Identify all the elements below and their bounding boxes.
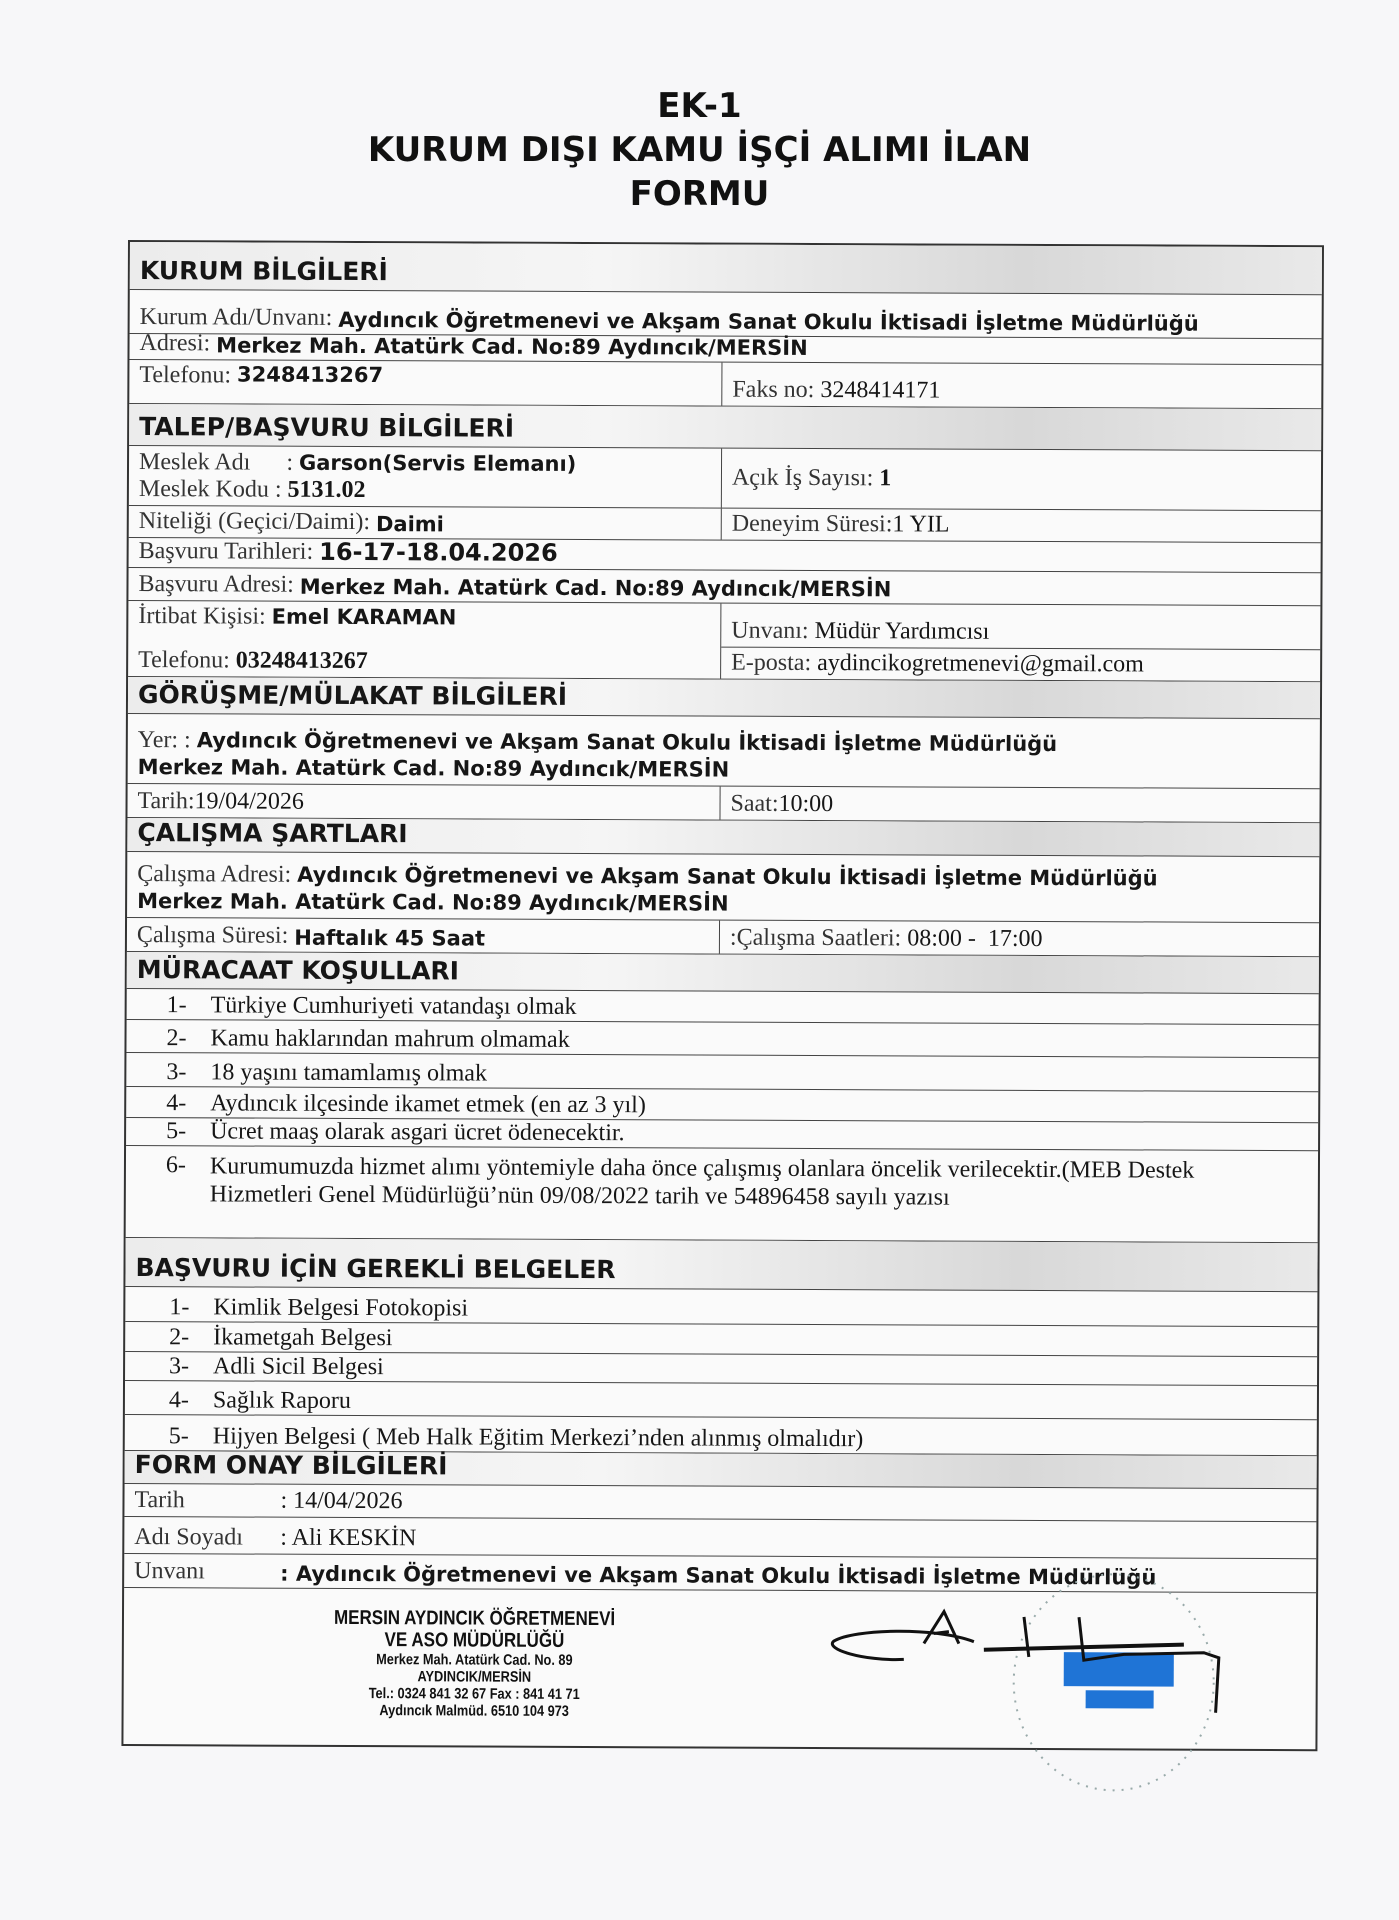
stamp-line: VE ASO MÜDÜRLÜĞÜ — [384, 1629, 565, 1652]
section-header-kurum: KURUM BİLGİLERİ — [130, 242, 1322, 295]
row-kurum-adi — [130, 290, 1322, 339]
list-item — [125, 1287, 1317, 1327]
item-text: Kurumumuzda hizmet alımı yöntemiyle daha önce çalışmış olanlara öncelik verilecektir.(MEB Destek Hizmetleri Genel Müdürlüğü’nün 09/08/2022 tarih ve 54896458 sayılı yazısı — [209, 1153, 1195, 1211]
list-item — [126, 1146, 1318, 1243]
title-line-3: FORMU — [629, 174, 770, 214]
stamp-line: Aydıncık Malmüd. 6510 104 973 — [379, 1702, 569, 1720]
stamp-line: MERSIN AYDINCIK ÖĞRETMENEVİ — [333, 1606, 616, 1631]
value: Merkez Mah. Atatürk Cad. No:89 Aydıncık/MERSİN — [299, 574, 892, 602]
row-nitelik — [129, 506, 1321, 543]
institution-stamp — [334, 1607, 616, 1720]
label: Deneyim Süresi: — [731, 510, 893, 538]
item-number: 4- — [168, 1387, 189, 1414]
value: Aydıncık Öğretmenevi ve Akşam Sanat Okulu İktisadi İşletme Müdürlüğü — [338, 307, 1199, 336]
label: Telefonu: — [139, 362, 232, 389]
value: Merkez Mah. Atatürk Cad. No:89 Aydıncık/MERSİN — [137, 755, 730, 782]
item-number: 5- — [166, 1118, 187, 1145]
value: 19/04/2026 — [194, 788, 304, 815]
label: Meslek Adı : — [138, 449, 294, 476]
row-calisma-suresi — [127, 918, 1319, 957]
label: Adresi: — [139, 330, 211, 357]
value: : Aydıncık Öğretmenevi ve Akşam Sanat Okulu İktisadi İşletme Müdürlüğü — [280, 1561, 1157, 1590]
label: Telefonu: — [138, 647, 230, 674]
value: 10:00 — [778, 790, 834, 818]
list-item — [126, 1087, 1318, 1123]
label: Tarih: — [137, 788, 195, 815]
item-text: Adli Sicil Belgesi — [213, 1353, 384, 1381]
label: Başvuru Tarihleri: — [138, 538, 314, 565]
item-text: Kimlik Belgesi Fotokopisi — [213, 1294, 469, 1322]
value: 3248414171 — [820, 377, 941, 404]
row-onay-tarih — [124, 1484, 1316, 1522]
item-number: 3- — [169, 1353, 190, 1380]
name-seal-icon — [1064, 1652, 1174, 1686]
row-basvuru-adresi — [128, 568, 1320, 606]
label: Çalışma Süresi: — [136, 922, 289, 949]
label: Yer: : — [137, 727, 191, 754]
label: İrtibat Kişisi: — [138, 603, 266, 630]
stamp-line: Tel.: 0324 841 32 67 Fax : 841 41 71 — [368, 1685, 580, 1703]
item-number: 6- — [165, 1152, 187, 1179]
label: Unvanı: — [731, 617, 809, 644]
value: 08:00 - 17:00 — [907, 925, 1043, 952]
label: Açık İş Sayısı: — [731, 464, 874, 492]
value: Daimi — [375, 512, 444, 537]
label: Unvanı — [134, 1558, 205, 1585]
item-number: 3- — [166, 1059, 187, 1086]
label: Meslek Kodu : — [138, 476, 282, 503]
stamp-line: Merkez Mah. Atatürk Cad. No. 89 — [376, 1651, 573, 1669]
value: : Ali KESKİN — [280, 1524, 417, 1552]
value: Müdür Yardımcısı — [814, 617, 990, 645]
email-value: aydincikogretmenevi@gmail.com — [817, 650, 1144, 678]
value: Emel KARAMAN — [271, 604, 457, 630]
list-item — [126, 1053, 1318, 1092]
label: :Çalışma Saatleri: — [729, 924, 902, 952]
value: Aydıncık Öğretmenevi ve Akşam Sanat Okulu İktisadi İşletme Müdürlüğü — [297, 862, 1158, 891]
value: 16-17-18.04.2026 — [319, 537, 558, 567]
stamp-signature-area — [123, 1588, 1316, 1749]
row-tarih-saat — [127, 784, 1319, 823]
value: 03248413267 — [235, 647, 368, 675]
list-item — [126, 1020, 1318, 1058]
label: Kurum Adı/Unvanı: — [139, 304, 333, 331]
item-text: İkametgah Belgesi — [213, 1324, 393, 1352]
label: Çalışma Adresi: — [137, 861, 292, 888]
value: Merkez Mah. Atatürk Cad. No:89 Aydıncık/MERSİN — [137, 889, 729, 916]
section-header-onay: FORM ONAY BİLGİLERİ — [125, 1451, 1317, 1489]
label: Saat: — [730, 790, 779, 817]
item-number: 5- — [168, 1423, 189, 1450]
row-meslek — [129, 446, 1321, 511]
item-text: Kamu haklarından mahrum olmamak — [210, 1025, 570, 1053]
item-text: Ücret maaş olarak asgari ücret ödenecektir. — [210, 1118, 625, 1147]
item-number: 1- — [169, 1294, 190, 1321]
section-header-belgeler: BAŞVURU İÇİN GEREKLİ BELGELER — [125, 1238, 1317, 1292]
item-text: Hijyen Belgesi ( Meb Halk Eğitim Merkezi’nden alınmış olmalıdır) — [212, 1423, 864, 1453]
section-header-talep: TALEP/BAŞVURU BİLGİLERİ — [129, 404, 1321, 451]
row-calisma-adresi — [127, 852, 1319, 923]
item-number: 4- — [166, 1090, 187, 1117]
item-text: Aydıncık ilçesinde ikamet etmek (en az 3 yıl) — [210, 1090, 646, 1119]
value: Merkez Mah. Atatürk Cad. No:89 Aydıncık/MERSİN — [216, 333, 808, 360]
value: 5131.02 — [287, 476, 366, 504]
title-line-2: KURUM DIŞI KAMU İŞÇİ ALIMI İLAN — [367, 130, 1032, 170]
stamp-line: AYDINCIK/MERSİN — [417, 1668, 532, 1686]
section-header-muracaat: MÜRACAAT KOŞULLARI — [127, 952, 1319, 994]
value: Aydıncık Öğretmenevi ve Akşam Sanat Okulu İktisadi İşletme Müdürlüğü — [196, 728, 1058, 757]
item-number: 2- — [169, 1324, 190, 1351]
label: Niteliği (Geçici/Daimi): — [138, 508, 371, 536]
item-number: 1- — [166, 992, 187, 1019]
item-number: 2- — [166, 1025, 187, 1052]
title-line-1: EK-1 — [657, 86, 742, 126]
signature-and-seal — [823, 1571, 1304, 1813]
value: 1 YIL — [892, 511, 950, 538]
section-header-gorusme: GÖRÜŞME/MÜLAKAT BİLGİLERİ — [128, 677, 1320, 719]
value: 1 — [879, 465, 892, 492]
row-onay-ad — [124, 1517, 1316, 1559]
label: Adı Soyadı — [134, 1524, 244, 1551]
item-text: Sağlık Raporu — [212, 1387, 351, 1414]
row-telefon-faks — [129, 360, 1321, 409]
label: Faks no: — [732, 376, 815, 403]
list-item — [125, 1381, 1317, 1420]
item-text: 18 yaşını tamamlamış olmak — [210, 1059, 488, 1087]
list-item — [127, 989, 1319, 1025]
item-text: Türkiye Cumhuriyeti vatandaşı olmak — [210, 992, 577, 1020]
value: Haftalık 45 Saat — [294, 925, 486, 951]
row-irtibat — [128, 601, 1320, 682]
value: : 14/04/2026 — [280, 1487, 403, 1515]
label: Tarih — [134, 1487, 185, 1514]
label: Başvuru Adresi: — [138, 571, 294, 598]
label: E-posta: — [731, 649, 812, 676]
value: 3248413267 — [236, 362, 384, 388]
value: Garson(Servis Elemanı) — [298, 450, 577, 476]
row-yer — [128, 714, 1320, 789]
section-header-calisma: ÇALIŞMA ŞARTLARI — [127, 818, 1319, 857]
form-table — [121, 240, 1324, 1751]
